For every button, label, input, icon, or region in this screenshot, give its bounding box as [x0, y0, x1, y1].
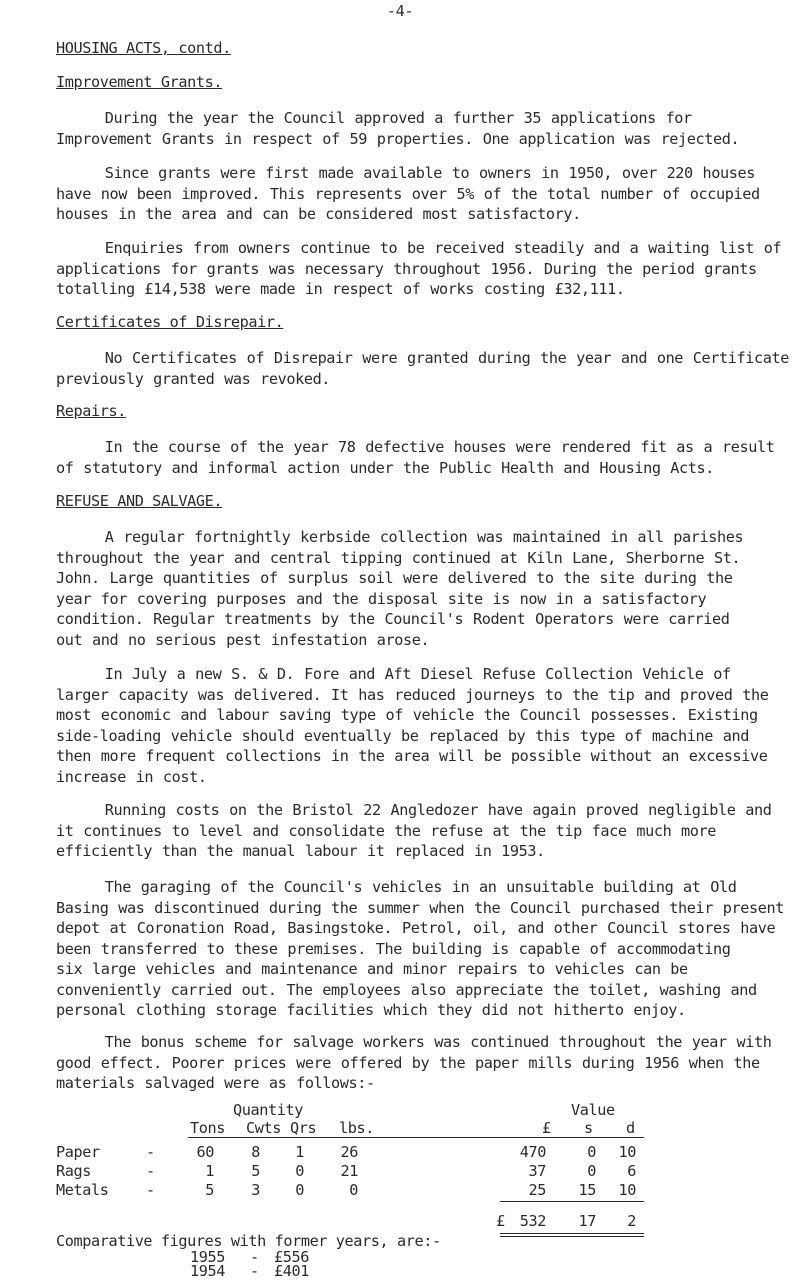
repairs-heading: Repairs. — [56, 402, 126, 420]
row-paper-shillings: 0 — [587, 1143, 596, 1161]
comparative-year-1955: 1955 — [190, 1248, 225, 1266]
total-shillings: 17 — [578, 1212, 596, 1230]
quantity-group-header: Quantity — [233, 1101, 303, 1119]
row-rags-item: Rags — [56, 1162, 91, 1180]
column-header-qrs: Qrs — [290, 1119, 317, 1137]
row-metals-shillings: 15 — [578, 1181, 596, 1199]
comparative-dash-1954: - — [250, 1262, 259, 1280]
row-rags-pounds: 37 — [528, 1162, 546, 1180]
column-header-tons: Tons — [190, 1119, 225, 1137]
row-paper-dash: - — [146, 1143, 155, 1161]
comparative-amount-1955: £556 — [274, 1248, 309, 1266]
column-header-lbs: lbs. — [339, 1119, 374, 1137]
row-metals-item: Metals — [56, 1181, 109, 1199]
row-paper-pence: 10 — [618, 1143, 636, 1161]
row-paper-pounds: 470 — [519, 1143, 546, 1161]
row-metals-qrs: 0 — [295, 1181, 304, 1199]
column-header-shillings: s — [584, 1119, 593, 1137]
row-metals-tons: 5 — [205, 1181, 214, 1199]
total-double-rule-top — [500, 1233, 644, 1234]
row-metals-lbs: 0 — [349, 1181, 358, 1199]
comparative-dash-1955: - — [250, 1248, 259, 1266]
improvement-grants-heading: Improvement Grants. — [56, 73, 223, 91]
improvement-paragraph-1: During the year the Council approved a further 35 applications for Improvement Grants in respect of 59 properties. One application was rejected. — [56, 109, 740, 148]
row-rags-qrs: 0 — [295, 1162, 304, 1180]
row-rags-lbs: 21 — [340, 1162, 358, 1180]
refuse-paragraph-2: In July a new S. & D. Fore and Aft Diesel Refuse Collection Vehicle of larger capacity was delivered. It has reduced journeys to the tip and proved the most economic and labour saving type of vehicle the Council possesses. Existing side-loading vehicle should eventually be replaced by this type of machine and then more frequent collections in the area will be possible without an excessive increase in cost. — [56, 665, 769, 786]
comparative-amount-1954: £401 — [274, 1262, 309, 1280]
column-header-pounds: £ — [542, 1119, 551, 1137]
row-rags-tons: 1 — [205, 1162, 214, 1180]
total-pence: 2 — [627, 1212, 636, 1230]
refuse-paragraph-5: The bonus scheme for salvage workers was continued throughout the year with good effect. Poorer prices were offered by the paper mills during 1956 when the materials salvaged were as follows:- — [56, 1033, 772, 1092]
improvement-paragraph-2: Since grants were first made available to owners in 1950, over 220 houses have now been improved. This represents over 5% of the total number of occupied houses in the area and can be considered most satisfactory. — [56, 164, 760, 223]
row-rags-shillings: 0 — [587, 1162, 596, 1180]
row-paper-tons: 60 — [196, 1143, 214, 1161]
certificates-of-disrepair-heading: Certificates of Disrepair. — [56, 313, 284, 331]
refuse-paragraph-4: The garaging of the Council's vehicles in an unsuitable building at Old Basing was discontinued during the summer when the Council purchased their present depot at Coronation Road, Basingstoke. Petrol, oil, and other Council stores have been transferred to these premises. The building is capable of accommodating six large vehicles and maintenance and minor repairs to vehicles can be conveniently carried out. The employees also appreciate the toilet, washing and personal clothing storage facilities which they did not hitherto enjoy. — [56, 878, 784, 1019]
row-metals-dash: - — [146, 1181, 155, 1199]
repairs-paragraph: In the course of the year 78 defective houses were rendered fit as a result of statutory and informal action under the Public Health and Housing Acts. — [56, 438, 775, 477]
refuse-paragraph-1: A regular fortnightly kerbside collection was maintained in all parishes throughout the year and central tipping continued at Kiln Lane, Sherborne St. John. Large quantities of surplus soil were delivered to the site during the year for covering purposes and the disposal site is now in a satisfactory condition. Regular treatments by the Council's Rodent Operators were carried out and no serious pest infestation arose. — [56, 528, 744, 649]
row-paper-qrs: 1 — [295, 1143, 304, 1161]
row-rags-pence: 6 — [627, 1162, 636, 1180]
housing-acts-heading: HOUSING ACTS, contd. — [56, 39, 231, 57]
header-rule — [188, 1137, 644, 1138]
total-currency: £ — [496, 1212, 505, 1230]
row-paper-lbs: 26 — [340, 1143, 358, 1161]
column-header-pence: d — [626, 1119, 635, 1137]
row-rags-dash: - — [146, 1162, 155, 1180]
row-paper-cwts: 8 — [251, 1143, 260, 1161]
column-header-cwts: Cwts — [246, 1119, 281, 1137]
comparative-year-1954: 1954 — [190, 1262, 225, 1280]
row-paper-item: Paper — [56, 1143, 100, 1161]
improvement-paragraph-3: Enquiries from owners continue to be received steadily and a waiting list of applications for grants was necessary throughout 1956. During the period grants totalling £14,538 were made in respect of works costing £32,111. — [56, 239, 782, 298]
subtotal-rule — [500, 1201, 644, 1202]
total-pounds: 532 — [519, 1212, 546, 1230]
row-metals-pence: 10 — [618, 1181, 636, 1199]
comparative-intro: Comparative figures with former years, are:- — [56, 1232, 441, 1250]
row-metals-pounds: 25 — [528, 1181, 546, 1199]
value-group-header: Value — [571, 1101, 615, 1119]
total-double-rule-bottom — [500, 1236, 644, 1237]
row-metals-cwts: 3 — [251, 1181, 260, 1199]
page-number: -4- — [386, 2, 414, 20]
row-rags-cwts: 5 — [251, 1162, 260, 1180]
refuse-paragraph-3: Running costs on the Bristol 22 Angledozer have again proved negligible and it continues to level and consolidate the refuse at the tip face much more efficiently than the manual labour it replaced in 1953. — [56, 801, 772, 860]
refuse-and-salvage-heading: REFUSE AND SALVAGE. — [56, 492, 223, 510]
disrepair-paragraph: No Certificates of Disrepair were granted during the year and one Certificate previously granted was revoked. — [56, 349, 789, 388]
